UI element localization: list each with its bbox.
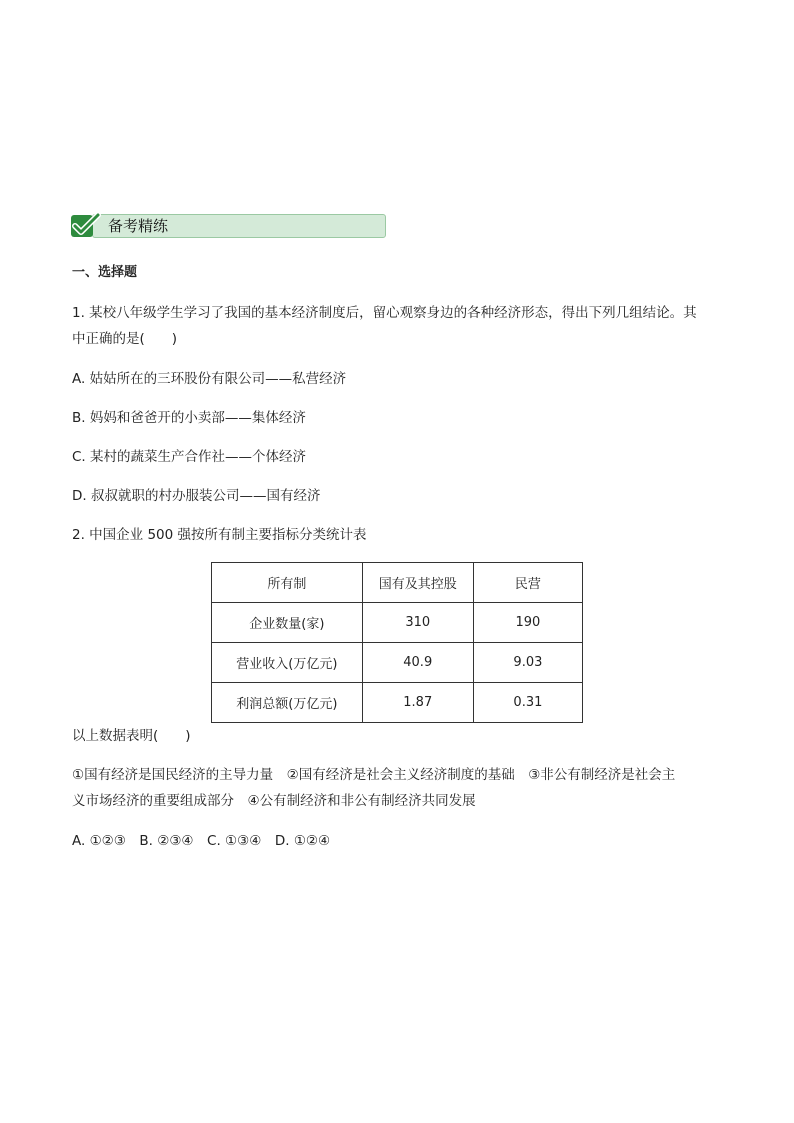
question-2-stem: 2. 中国企业 500 强按所有制主要指标分类统计表 — [72, 527, 367, 543]
question-1-option-b: B. 妈妈和爸爸开的小卖部——集体经济 — [72, 410, 306, 426]
table-cell: 190 — [473, 603, 582, 643]
question-1-option-a: A. 姑姑所在的三环股份有限公司——私营经济 — [72, 371, 347, 387]
table-cell: 企业数量(家) — [212, 603, 363, 643]
table-cell: 利润总额(万亿元) — [212, 683, 363, 723]
section-banner — [70, 212, 386, 240]
question-1-option-c: C. 某村的蔬菜生产合作社——个体经济 — [72, 449, 307, 465]
table-header-row — [212, 563, 583, 603]
question-2-prompt: 以上数据表明( ) — [72, 728, 191, 744]
table-cell: 0.31 — [473, 683, 582, 723]
question-1-stem-line-1: 1. 某校八年级学生学习了我国的基本经济制度后，留心观察身边的各种经济形态，得出下列几组结论。其 — [72, 305, 697, 321]
question-2-choices: A. ①②③ B. ②③④ C. ①③④ D. ①②④ — [72, 833, 331, 849]
table-cell: 310 — [362, 603, 473, 643]
question-2-statements-line-2: 义市场经济的重要组成部分 ④公有制经济和非公有制经济共同发展 — [72, 793, 476, 809]
table-header-cell: 所有制 — [212, 563, 363, 603]
section-title: 一、选择题 — [72, 265, 138, 280]
table-cell: 40.9 — [362, 643, 473, 683]
question-1-option-d: D. 叔叔就职的村办服装公司——国有经济 — [72, 488, 321, 504]
question-1-stem-line-2: 中正确的是( ) — [72, 331, 178, 347]
table-header-cell: 民营 — [473, 563, 582, 603]
table-cell: 营业收入(万亿元) — [212, 643, 363, 683]
ownership-stats-table — [211, 562, 583, 723]
table-row — [212, 683, 583, 723]
banner-title: 备考精练 — [108, 217, 169, 235]
table-row — [212, 603, 583, 643]
table-cell: 9.03 — [473, 643, 582, 683]
question-2-statements-line-1: ①国有经济是国民经济的主导力量 ②国有经济是社会主义经济制度的基础 ③非公有制经济是社会主 — [72, 767, 676, 783]
check-icon — [70, 212, 102, 240]
table-row — [212, 643, 583, 683]
table-cell: 1.87 — [362, 683, 473, 723]
table-header-cell: 国有及其控股 — [362, 563, 473, 603]
